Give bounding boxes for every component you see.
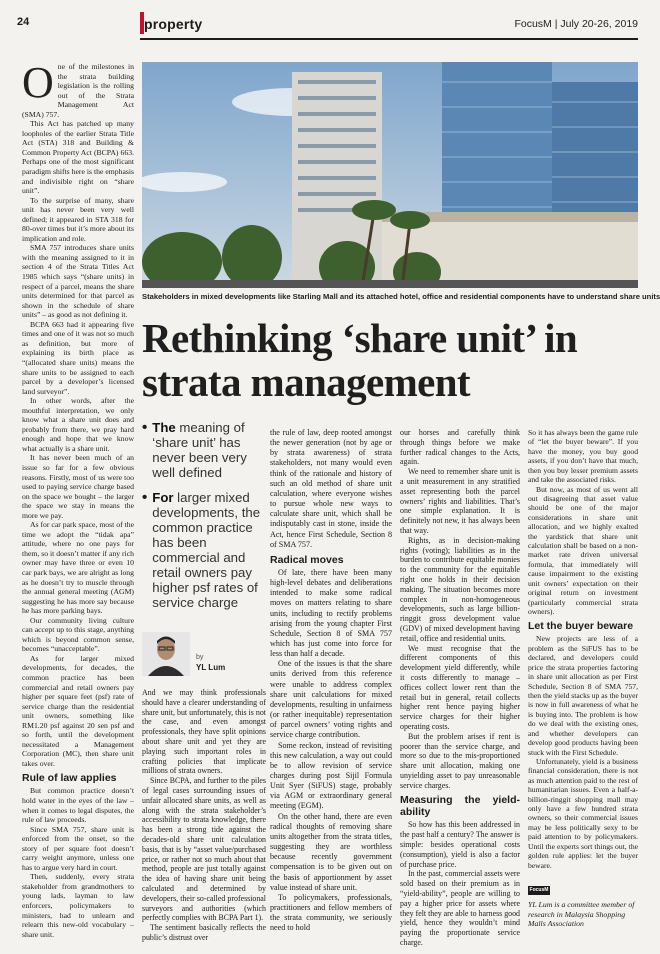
paragraph: In the past, commercial assets were sold based on their premium as in “yield-ability”, people are willing to pay a higher price for assets where they felt they are able to harness good yield, hence they wouldn’t mind paying the proportionate service charge. [400,869,520,948]
paragraph: The sentiment basically reflects the public’s distrust over [142,923,266,942]
paragraph: Since SMA 757, share unit is enforced from the onset, so the story of per square foot doesn’t carry weight anymore, unless one has to argue very hard in court. [22,824,134,872]
subheading: Radical moves [270,553,344,566]
pull-quote-text: larger mixed developments, the common practice has been commercial and retail owners pay higher psf rates of service charge [152,490,261,610]
author-box [142,632,260,676]
author-name: YL Lum [196,663,226,672]
article-column-5 [528,428,638,870]
paragraph: But now, as most of us went all out disagreeing that asset value should be one of the major considerations in share unit allocation, and we highly exalted the yardstick that share unit calculation shall be based on a non-market rate driven universal formula, that immediately will cause impairment to the existing unit owners’ expectation on their original return on investment (particularly commercial strata owners). [528,484,638,617]
subheading: Measuring the yield-ability [400,794,520,819]
drop-cap: O [22,58,54,107]
page-number: 24 [17,16,30,28]
paragraph: As for car park space, most of the time we adopt the “tidak apa” attitude, where no one pays for them, so it doesn’t matter if any rich owner may have three or even 10 car park bays, we are alright as long as he doesn’t try to muscle through the annual general meeting (AGM) suggesting he has more say because he has more parking bays. [22,520,134,616]
author-portrait [142,632,190,676]
subheading: Rule of law applies [22,772,117,785]
paragraph: And we may think professionals should have a clearer understanding of share unit, but unfortunately, this is not the case, and even amongst professionals, they have split opinions about share unit and yet they are playing such important roles in crafting policies that implicate millions of strata owners. [142,688,266,776]
paragraph: One of the issues is that the share units derived from this reference were unable to address complex share unit calculations for mixed developments, resulting in unfairness (or rather inequitable) representation of parcel owners’ voting rights and service charge contribution. [270,659,392,740]
header-rule [140,38,638,40]
photo-caption: Stakeholders in mixed developments like Starling Mall and its attached hotel, office and residential components have to understand share units [142,292,660,301]
paragraph: To policymakers, professionals, practitioners and fellow members of the strata community, we seriously need to hold [270,892,392,933]
paragraph: Rights, as in decision-making rights (voting); liabilities as in the burden to contribute equitable monies to the community for the equitable right one holds in their decision making. The situation becomes more complex in non-homogeneous developments, such as large billion-ringgit gross development value (GDV) of mixed development having retail, office and residential units. [400,535,520,643]
bullet-icon: • [142,419,148,436]
pull-quote [142,490,272,610]
paragraph: In other words, after the mouthful interpretation, we only know what a share unit does and probably from there, we pray hard enough and hope that we know what actually is a share unit. [22,396,134,453]
paragraph: Unfortunately, yield is a business financial consideration, there is not as much attention paid to the rest of humanitarian issues. Even a half-a-billion-ringgit shopping mall may only have a few hundred strata owners, so their commercial issues may be less politically sexy to be paid attention to by policymakers. Until the experts sort things out, the golden rule applies: let the buyer beware. [528,756,638,870]
paragraph: ne of the milestones in the strata building legislation is the rolling out of the Strata Management Act (SMA) 757. [22,62,134,119]
byline-label: by [196,654,204,661]
paragraph: But the problem arises if rent is poorer than the service charge, and more so due to the mis-proportioned share unit allocation, making one unyielding asset to pay unreasonable service charges. [400,731,520,790]
paragraph: New projects are less of a problem as the SiFUS has to be declared, and developers could price the strata properties factoring in share unit allocation as per First Schedule, Section 8 of SMA 757, then the yield stacks up as the buyer is now in full awareness of what he is buying into. The problem is how do we deal with the existing ones, and whether developers can develop good products having been stuck with the First Schedule. [528,634,638,757]
pull-quote [142,420,272,480]
article-column-3 [270,428,392,934]
paragraph: It has never been much of an issue so far for a few obvious reasons. Firstly, most of us were too used to paying service charge based on the space we bought – the larger the space we stay in means the more we pay. [22,453,134,520]
bullet-icon: • [142,489,148,506]
publication-logo: FocusM [529,887,549,893]
paragraph: Of late, there have been many high-level debates and deliberations intended to make some radical moves on matters relating to share units, including to rectify problems arising from the young chapter First Schedule, Section 8 of SMA 757 which has just come into force for less than half a decade. [270,567,392,659]
photo-illustration [142,62,638,288]
section-name: property [144,16,203,32]
article-column-4 [400,428,520,948]
paragraph: Some reckon, instead of revisiting this new calculation, a way out could be to allow revision of service charges during post Sijil Formula Unit Syer (SiFUS) stage, probably via AGM or extraordinary general meeting (EGM). [270,740,392,811]
pull-quote-lead: The [152,420,176,435]
pull-quote-lead: For [152,490,174,505]
paragraph: the rule of law, deep rooted amongst the newer generation (not by age or by strata awareness) of strata stakeholders, not many would even think of the rationale and history of such an old method of share unit calculation, where everyone wishes to pursue whole new ways to calculate share unit, which shall be indisputably cast in stone, inside the Act, hence First Schedule, Section 8 of SMA 757. [270,428,392,549]
subheading: Let the buyer beware [528,620,634,633]
issue-info: FocusM | July 20-26, 2019 [514,18,638,30]
page-header [0,0,660,46]
paragraph: We need to remember share unit is a unit measurement in any stratified asset representing both the parcel owners’ rights and liabilities. That’s one simple explanation. It is definitely not new, it has always been that way. [400,467,520,535]
paragraph: To the surprise of many, share unit has never been very well defined; it appeared in STA 318 for 80-over times but it’s more about its implication and role. [22,195,134,243]
paragraph: So it has always been the game rule of “let the buyer beware”. If you have the money, you buy good assets, if you don’t have that much, then you buy lesser premium assets and take the associated risks. [528,428,638,485]
paragraph: SMA 757 introduces share units with the meaning assigned to it in section 4 of the Strata Titles Act 1985 which says “(share units) in respect of a parcel, means the share units determined for that parcel as shown in the schedule of share units” – as good as not defining it. [22,243,134,320]
pull-quotes [142,420,272,620]
paragraph: But common practice doesn’t hold water in the eyes of the law – when it comes to legal disputes, the rule of law proceeds. [22,786,134,825]
building-photo [142,62,638,288]
paragraph: BCPA 663 had it appearing five times and one of it was not so much as definition, but more of explaining its birth place as “(allocated share units) means the share units to be assigned to each parcel by a developer’s licensed land surveyor”. [22,319,134,396]
pull-quote-text: meaning of ‘share unit’ has never been very well defined [152,420,247,480]
headline: Rethinking ‘share unit’ in strata management [142,315,578,405]
paragraph: As for larger mixed developments, for decades, the common practice has been commercial and retail owners pay higher per square feet (psf) rate of service charge than the residential unit owners, something like RM1.20 psf against 20 sen psf and so forth, until the development necessitated a Management Corporation (MC), then share unit takes over. [22,653,134,768]
portrait-illustration [142,632,190,676]
paragraph: We must recognise that the different components of this development yield differently, while it costs differently to manage – offices collect lower rent than the retail but in general, retail collects higher rent hence paying higher service charges for their higher operating costs. [400,643,520,731]
paragraph: Since BCPA, and further to the piles of legal cases surrounding issues of unfair allocated share units, as well as along with the strata stakeholder’s accessibility to strata knowledge, there has been a strong tide against the decades-old share unit calculation basis, that is by “asset value/purchased price, or rather not so much about that method, people are just totally against the idea of having share unit being calculated and determined by developers, their so-called professional surveyors and authorities (which perfectly complies with BCPA Part 1). [142,776,266,923]
paragraph: On the other hand, there are even radical thoughts of removing share units altogether from the strata titles, suggesting they are worthless because recently government compensation is to be given out on the basis of apportionment by asset value instead of share unit. [270,811,392,892]
article-column-2 [142,688,266,943]
paragraph: our horses and carefully think through things before we make further radical changes to the Acts, again. [400,428,520,467]
paragraph: This Act has patched up many loopholes of the earlier Strata Title Act (STA) 318 and Building & Common Property Act (BCPA) 663. Perhaps one of the most significant paradigm shifts here is the emphasis and indivisible right on “share unit”. [22,119,134,196]
paragraph: So how has this been addressed in the past half a century? The answer is simple: besides operational costs (consumption), yield is also a factor of purchase price. [400,820,520,869]
paragraph: Our community living culture can accept up to this stage, anything which is beyond common sense, becomes “unacceptable”. [22,615,134,654]
article-column-1 [22,58,134,939]
author-bio: YL Lum is a committee member of research in Malaysia Shopping Malls Association [528,900,635,928]
paragraph: Then, suddenly, every strata stakeholder from grandmothers to young lads, layman to law enforcers, policymakers to ministers, had to unlearn and relearn this new-old vocabulary – share unit. [22,872,134,939]
